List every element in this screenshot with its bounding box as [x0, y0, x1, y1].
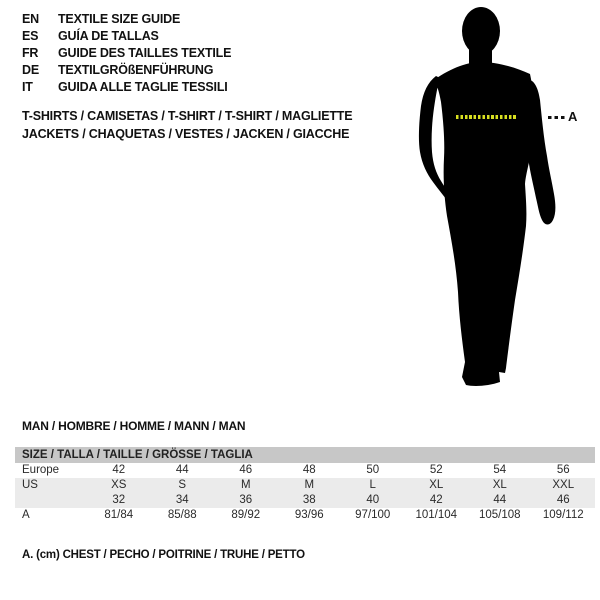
- man-silhouette-svg: [403, 5, 578, 395]
- size-cell: 93/96: [294, 509, 324, 521]
- size-cell: 36: [239, 494, 253, 506]
- size-cell: 54: [493, 464, 507, 476]
- size-cell: 40: [366, 494, 380, 506]
- size-cell: 42: [429, 494, 443, 506]
- language-label: TEXTILE SIZE GUIDE: [58, 12, 181, 26]
- chest-measure-dash-line: [456, 115, 517, 119]
- size-cell: 52: [429, 464, 443, 476]
- language-label: GUÍA DE TALLAS: [58, 29, 159, 43]
- size-table: [15, 447, 595, 523]
- table-row-chest-a: [15, 508, 595, 523]
- size-cell: 81/84: [104, 509, 134, 521]
- size-cell: 56: [556, 464, 570, 476]
- size-cell: 42: [112, 464, 126, 476]
- size-cell: 34: [175, 494, 189, 506]
- row-label: [15, 493, 87, 508]
- size-cell: M: [240, 479, 251, 491]
- size-cell: 44: [493, 494, 507, 506]
- category-jackets: JACKETS / CHAQUETAS / VESTES / JACKEN / GIACCHE: [22, 127, 350, 141]
- table-row-europe: [15, 463, 595, 478]
- size-cell: XS: [111, 479, 127, 491]
- size-cell: XXL: [552, 479, 575, 491]
- section-title-man: MAN / HOMBRE / HOMME / MANN / MAN: [22, 419, 246, 433]
- size-cell: 97/100: [355, 509, 391, 521]
- size-cell: L: [369, 479, 376, 491]
- size-cell: XL: [492, 479, 507, 491]
- size-cell: 32: [112, 494, 126, 506]
- language-label: TEXTILGRÖßENFÜHRUNG: [58, 63, 214, 77]
- language-code: EN: [22, 12, 39, 26]
- language-label: GUIDA ALLE TAGLIE TESSILI: [58, 80, 228, 94]
- language-code: IT: [22, 80, 33, 94]
- size-cell: 44: [175, 464, 189, 476]
- size-cell: 101/104: [415, 509, 458, 521]
- measure-leader-dash-line: [548, 116, 566, 119]
- size-cell: 109/112: [542, 509, 584, 521]
- size-cell: 105/108: [478, 509, 521, 521]
- size-cell: 46: [239, 464, 253, 476]
- language-code: ES: [22, 29, 39, 43]
- language-code: FR: [22, 46, 39, 60]
- size-cell: 38: [302, 494, 316, 506]
- row-label: A: [22, 509, 30, 521]
- measure-label-a: A: [568, 109, 578, 124]
- language-code: DE: [22, 63, 39, 77]
- size-table-header: SIZE / TALLA / TAILLE / GRÖSSE / TAGLIA: [15, 447, 595, 463]
- size-cell: XL: [429, 479, 444, 491]
- size-cell: 46: [556, 494, 570, 506]
- size-cell: 50: [366, 464, 380, 476]
- size-cell: 85/88: [167, 509, 197, 521]
- size-cell: 89/92: [231, 509, 261, 521]
- row-label: US: [22, 479, 38, 491]
- size-cell: 48: [302, 464, 316, 476]
- table-row-us-numbers: [15, 493, 595, 508]
- table-row-us-letters: [15, 478, 595, 493]
- category-tshirts: T-SHIRTS / CAMISETAS / T-SHIRT / T-SHIRT / MAGLIETTE: [22, 109, 353, 123]
- size-cell: S: [178, 479, 187, 491]
- measurement-footnote: A. (cm) CHEST / PECHO / POITRINE / TRUHE / PETTO: [22, 549, 305, 561]
- language-label: GUIDE DES TAILLES TEXTILE: [58, 46, 232, 60]
- size-cell: M: [304, 479, 315, 491]
- row-label: Europe: [22, 464, 60, 476]
